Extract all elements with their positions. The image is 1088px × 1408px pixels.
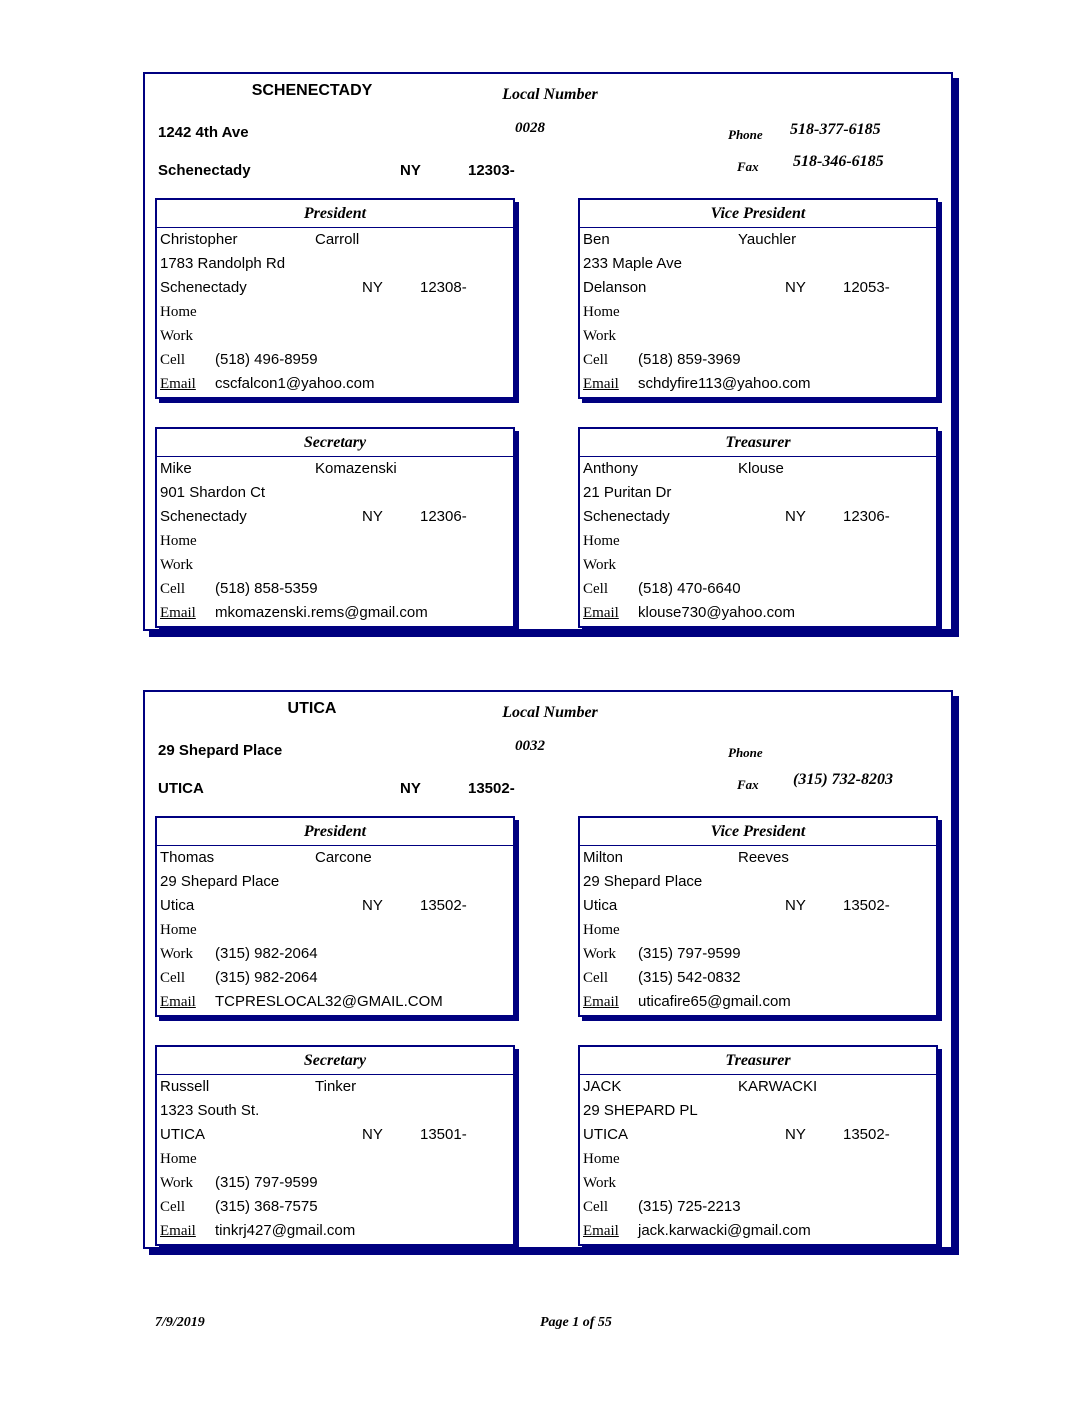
cell-label: Cell: [160, 581, 185, 597]
email-label: Email: [160, 1223, 196, 1239]
local-city: Schenectady: [158, 162, 251, 179]
home-row: [580, 300, 936, 324]
footer-page-number: Page 1 of 55: [540, 1315, 612, 1330]
work-label: Work: [583, 1175, 616, 1191]
cell-row: [580, 1195, 936, 1219]
officer-details: [157, 457, 513, 625]
home-label: Home: [160, 533, 197, 549]
officer-state: NY: [362, 897, 383, 914]
last-name: Yauchler: [738, 231, 797, 248]
work-row: [157, 1171, 513, 1195]
officer-state: NY: [785, 279, 806, 296]
email-row: [157, 601, 513, 625]
phone-label: Phone: [728, 127, 763, 142]
work-label: Work: [583, 557, 616, 573]
officer-name-row: [157, 457, 513, 481]
officer-box-secretary: [155, 427, 515, 628]
work-label: Work: [583, 946, 616, 962]
officer-street: 29 SHEPARD PL: [583, 1102, 698, 1119]
cell-row: [157, 348, 513, 372]
section-header: [145, 692, 951, 816]
first-name: Anthony: [583, 460, 639, 477]
officer-zip: 13502-: [420, 897, 467, 914]
phone-label: Phone: [728, 745, 763, 760]
local-number-value: 0032: [515, 738, 545, 754]
local-section-schenectady: [143, 72, 953, 631]
officer-zip: 13502-: [843, 897, 890, 914]
email-value: jack.karwacki@gmail.com: [638, 1222, 811, 1239]
cell-label: Cell: [583, 581, 608, 597]
email-value: klouse730@yahoo.com: [638, 604, 795, 621]
home-row: [157, 529, 513, 553]
local-number-value: 0028: [515, 120, 545, 136]
cell-row: [580, 348, 936, 372]
last-name: Carroll: [315, 231, 360, 248]
home-row: [580, 1147, 936, 1171]
officer-zip: 13501-: [420, 1126, 467, 1143]
officer-street: 1783 Randolph Rd: [160, 255, 286, 272]
work-row: [157, 942, 513, 966]
home-row: [580, 918, 936, 942]
officer-details: [580, 846, 936, 1014]
officer-box-secretary: [155, 1045, 515, 1246]
cell-value: (518) 858-5359: [215, 580, 318, 597]
cell-label: Cell: [160, 970, 185, 986]
email-value: mkomazenski.rems@gmail.com: [215, 604, 428, 621]
local-state: NY: [400, 780, 421, 797]
first-name: Ben: [583, 231, 610, 248]
local-zip: 13502-: [468, 780, 515, 797]
officer-state: NY: [785, 897, 806, 914]
home-label: Home: [160, 304, 197, 320]
last-name: Tinker: [315, 1078, 357, 1095]
email-value: cscfalcon1@yahoo.com: [215, 375, 375, 392]
officer-details: [580, 457, 936, 625]
officer-state: NY: [785, 508, 806, 525]
first-name: Milton: [583, 849, 624, 866]
officer-city: Utica: [583, 897, 618, 914]
officer-city: UTICA: [160, 1126, 205, 1143]
cell-row: [157, 1195, 513, 1219]
officer-city-row: [157, 276, 513, 300]
home-row: [580, 529, 936, 553]
home-label: Home: [583, 533, 620, 549]
work-row: [580, 942, 936, 966]
officer-state: NY: [362, 279, 383, 296]
officer-details: [157, 846, 513, 1014]
officer-city: UTICA: [583, 1126, 628, 1143]
fax-label: Fax: [737, 159, 759, 174]
officer-state: NY: [362, 1126, 383, 1143]
last-name: Carcone: [315, 849, 372, 866]
home-label: Home: [583, 922, 620, 938]
officer-city-row: [157, 505, 513, 529]
officer-city: Schenectady: [160, 508, 247, 525]
officer-title: President: [157, 200, 513, 228]
officer-street: 901 Shardon Ct: [160, 484, 266, 501]
local-number-label: Local Number: [502, 704, 598, 721]
local-section-utica: [143, 690, 953, 1249]
officer-title: Treasurer: [580, 429, 936, 457]
home-label: Home: [160, 922, 197, 938]
officer-city-row: [580, 1123, 936, 1147]
last-name: Reeves: [738, 849, 789, 866]
work-value: (315) 982-2064: [215, 945, 318, 962]
first-name: Russell: [160, 1078, 210, 1095]
cell-label: Cell: [583, 1199, 608, 1215]
cell-value: (518) 470-6640: [638, 580, 741, 597]
email-label: Email: [583, 376, 619, 392]
officer-name-row: [580, 228, 936, 252]
officer-box-treasurer: [578, 1045, 938, 1246]
email-label: Email: [583, 994, 619, 1010]
work-value: (315) 797-9599: [638, 945, 741, 962]
officer-street: 233 Maple Ave: [583, 255, 682, 272]
local-city: UTICA: [158, 780, 204, 797]
officer-street: 1323 South St.: [160, 1102, 260, 1119]
local-address: 1242 4th Ave: [158, 124, 249, 141]
work-label: Work: [160, 328, 193, 344]
work-label: Work: [160, 946, 193, 962]
officer-name-row: [580, 457, 936, 481]
email-row: [580, 1219, 936, 1243]
email-row: [157, 990, 513, 1014]
officer-box-treasurer: [578, 427, 938, 628]
email-label: Email: [160, 605, 196, 621]
home-label: Home: [583, 304, 620, 320]
last-name: KARWACKI: [738, 1078, 818, 1095]
first-name: Christopher: [160, 231, 238, 248]
officer-name-row: [157, 228, 513, 252]
cell-value: (518) 859-3969: [638, 351, 741, 368]
officer-details: [157, 1075, 513, 1243]
cell-label: Cell: [160, 1199, 185, 1215]
email-row: [580, 990, 936, 1014]
officer-title: Vice President: [580, 818, 936, 846]
cell-value: (315) 542-0832: [638, 969, 741, 986]
cell-value: (315) 368-7575: [215, 1198, 318, 1215]
last-name: Komazenski: [315, 460, 397, 477]
officer-title: Vice President: [580, 200, 936, 228]
officer-city: Utica: [160, 897, 195, 914]
cell-value: (518) 496-8959: [215, 351, 318, 368]
first-name: JACK: [583, 1078, 622, 1095]
officer-title: Treasurer: [580, 1047, 936, 1075]
work-value: (315) 797-9599: [215, 1174, 318, 1191]
email-label: Email: [160, 994, 196, 1010]
local-number-label: Local Number: [502, 86, 598, 103]
email-value: schdyfire113@yahoo.com: [638, 375, 811, 392]
email-value: tinkrj427@gmail.com: [215, 1222, 356, 1239]
officer-title: President: [157, 818, 513, 846]
officer-zip: 12053-: [843, 279, 890, 296]
cell-label: Cell: [160, 352, 185, 368]
phone-value: 518-377-6185: [790, 121, 881, 138]
cell-row: [157, 577, 513, 601]
officer-state: NY: [362, 508, 383, 525]
home-label: Home: [160, 1151, 197, 1167]
home-row: [157, 918, 513, 942]
officer-box-vice-president: [578, 198, 938, 399]
officer-details: [157, 228, 513, 396]
officer-box-vice-president: [578, 816, 938, 1017]
officer-zip: 12308-: [420, 279, 467, 296]
officer-zip: 13502-: [843, 1126, 890, 1143]
officer-street: 29 Shepard Place: [583, 873, 703, 890]
officer-city: Delanson: [583, 279, 647, 296]
officer-street: 29 Shepard Place: [160, 873, 280, 890]
work-row: [580, 553, 936, 577]
email-row: [580, 601, 936, 625]
section-header: [145, 74, 951, 198]
email-label: Email: [160, 376, 196, 392]
officer-city: Schenectady: [583, 508, 670, 525]
officer-city-row: [580, 276, 936, 300]
work-row: [157, 553, 513, 577]
officer-street: 21 Puritan Dr: [583, 484, 672, 501]
cell-row: [580, 966, 936, 990]
officer-details: [580, 228, 936, 396]
officer-state: NY: [785, 1126, 806, 1143]
fax-label: Fax: [737, 777, 759, 792]
officer-city-row: [157, 894, 513, 918]
cell-label: Cell: [583, 970, 608, 986]
email-value: uticafire65@gmail.com: [638, 993, 791, 1010]
first-name: Thomas: [160, 849, 215, 866]
officer-city: Schenectady: [160, 279, 247, 296]
work-row: [580, 1171, 936, 1195]
officer-zip: 12306-: [843, 508, 890, 525]
local-state: NY: [400, 162, 421, 179]
officer-name-row: [157, 846, 513, 870]
work-label: Work: [160, 557, 193, 573]
officer-title: Secretary: [157, 429, 513, 457]
home-label: Home: [583, 1151, 620, 1167]
email-label: Email: [583, 1223, 619, 1239]
email-row: [580, 372, 936, 396]
officer-city-row: [580, 505, 936, 529]
last-name: Klouse: [738, 460, 784, 477]
officer-box-president: [155, 816, 515, 1017]
cell-value: (315) 725-2213: [638, 1198, 741, 1215]
officer-details: [580, 1075, 936, 1243]
cell-row: [580, 577, 936, 601]
home-row: [157, 1147, 513, 1171]
footer-date: 7/9/2019: [155, 1315, 205, 1330]
local-name: SCHENECTADY: [251, 82, 373, 99]
local-name: UTICA: [287, 700, 337, 717]
officer-name-row: [157, 1075, 513, 1099]
officer-city-row: [157, 1123, 513, 1147]
email-value: TCPRESLOCAL32@GMAIL.COM: [215, 993, 443, 1010]
home-row: [157, 300, 513, 324]
fax-value: 518-346-6185: [793, 153, 884, 170]
cell-label: Cell: [583, 352, 608, 368]
officer-title: Secretary: [157, 1047, 513, 1075]
work-row: [157, 324, 513, 348]
officer-name-row: [580, 846, 936, 870]
officer-city-row: [580, 894, 936, 918]
email-label: Email: [583, 605, 619, 621]
local-zip: 12303-: [468, 162, 515, 179]
cell-row: [157, 966, 513, 990]
cell-value: (315) 982-2064: [215, 969, 318, 986]
first-name: Mike: [160, 460, 192, 477]
fax-value: (315) 732-8203: [793, 771, 893, 788]
work-label: Work: [583, 328, 616, 344]
work-row: [580, 324, 936, 348]
officer-box-president: [155, 198, 515, 399]
email-row: [157, 372, 513, 396]
officer-zip: 12306-: [420, 508, 467, 525]
email-row: [157, 1219, 513, 1243]
work-label: Work: [160, 1175, 193, 1191]
officer-name-row: [580, 1075, 936, 1099]
local-address: 29 Shepard Place: [158, 742, 283, 759]
